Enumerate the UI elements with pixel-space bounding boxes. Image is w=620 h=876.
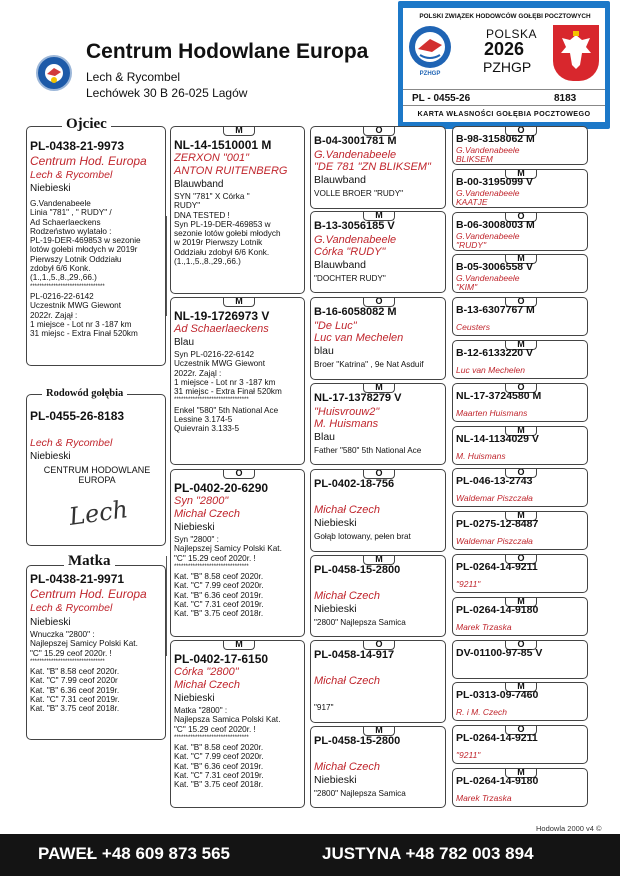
mother-owner: Lech & Rycombel: [30, 602, 113, 614]
pigeon-name: Waldemar Piszczała: [456, 493, 533, 503]
note-line: Syn PL-19-DER-469853 w: [174, 219, 271, 229]
gen4-pedigree-box: [452, 254, 588, 293]
note-line: Kat. "C" 7.99 ceof 2020r.: [174, 581, 264, 591]
pigeon-ring: PL-0402-20-6290: [174, 481, 269, 495]
sex-tag: M: [363, 555, 395, 565]
pigeon-name: M. Huismans: [456, 451, 506, 461]
pigeon-color: Blauwband: [314, 174, 366, 186]
pigeon-name: Maarten Huismans: [456, 408, 528, 418]
note-line: Enkel "580" 5th National Ace: [174, 405, 279, 415]
pigeon-owner: Michał Czech: [314, 504, 381, 516]
sex-tag: M: [505, 511, 537, 521]
pigeon-name: "KIM": [456, 282, 478, 292]
note-line: "C" 15.29 ceof 2020r. !: [174, 724, 256, 734]
footer-bar: [0, 834, 620, 876]
gen3-pedigree-box: [310, 640, 446, 723]
logo-icon: [36, 55, 72, 91]
pigeon-color: Blauwband: [314, 259, 366, 271]
sex-tag: O: [505, 212, 537, 222]
pigeon-ring: B-05-3006558 V: [456, 261, 534, 273]
pigeon-ring: PL-0264-14-9180: [456, 775, 539, 787]
sex-tag: O: [363, 126, 395, 136]
gen4-pedigree-box: [452, 597, 588, 636]
sex-tag: O: [505, 297, 537, 307]
pigeon-ring: B-04-3001781 M: [314, 135, 397, 147]
sex-tag: M: [363, 211, 395, 221]
pigeon-name: R. i M. Czech: [456, 707, 508, 717]
father-box: [26, 126, 166, 366]
pigeon-breeder: G.Vandenabeele: [456, 273, 520, 283]
note-line: DNA TESTED !: [174, 210, 230, 220]
gen2-pedigree-box: [170, 126, 305, 294]
subject-box: [26, 394, 166, 546]
pigeon-name: G.Vandenabeele: [314, 149, 397, 161]
pigeon-note: "2800" Najlepsza Samica: [314, 789, 406, 798]
sex-tag: M: [363, 383, 395, 393]
ownership-card: [398, 1, 610, 129]
sex-tag: O: [505, 468, 537, 478]
note-line: Najlepszej Samicy Polski Kat.: [174, 544, 282, 554]
pigeon-ring: B-12-6133220 V: [456, 347, 534, 359]
note-line: Syn PL-0216-22-6142: [174, 350, 255, 359]
sex-tag: O: [505, 554, 537, 564]
note-line: Kat. "B" 8.58 ceof 2020r.: [174, 572, 264, 582]
pigeon-ring: B-13-6307767 M: [456, 304, 535, 316]
pzhgp-logo: [408, 25, 452, 69]
pigeon-note: "2800" Najlepsza Samica: [314, 618, 406, 627]
subject-section-label: Rodowód gołębia: [42, 388, 127, 399]
gen4-pedigree-box: [452, 426, 588, 465]
gen4-pedigree-box: [452, 725, 588, 764]
sex-tag: M: [505, 768, 537, 778]
pigeon-ring: PL-0458-14-917: [314, 649, 395, 661]
pigeon-owner: Córka "RUDY": [314, 246, 386, 258]
note-line: Najlepsza Samica Polski Kat.: [174, 715, 281, 725]
sex-tag: O: [363, 640, 395, 650]
pigeon-ring: PL-0275-12-8487: [456, 518, 539, 530]
pigeon-owner: M. Huismans: [314, 418, 379, 430]
contact-pawel: PAWEŁ +48 609 873 565: [38, 844, 231, 863]
pigeon-name: Luc van Mechelen: [456, 365, 525, 375]
note-line: RUDY": [174, 201, 201, 211]
note-line: SYN "781" X Córka ": [174, 192, 250, 201]
pigeon-notes: [174, 350, 304, 434]
contact-justyna: JUSTYNA +48 782 003 894: [322, 844, 534, 863]
pigeon-color: Niebieski: [314, 517, 357, 529]
gen4-pedigree-box: [452, 297, 588, 336]
pigeon-note: "DOCHTER RUDY": [314, 274, 386, 283]
gen4-pedigree-box: [452, 554, 588, 593]
pigeon-ring: NL-14-1510001 M: [174, 138, 272, 152]
note-line: Lessine 3.174-5: [174, 415, 233, 425]
pigeon-name: Marek Trzaska: [456, 793, 512, 803]
pigeon-ring: NL-17-1378279 V: [314, 392, 402, 404]
mother-ring: PL-0438-21-9971: [30, 572, 125, 586]
sex-tag: O: [505, 640, 537, 650]
subject-owner: Lech & Rycombel: [30, 437, 113, 449]
note-line: w 2019r Pierwszy Lotnik: [174, 238, 263, 248]
pigeon-ring: NL-14-1134029 V: [456, 433, 539, 445]
father-name: Centrum Hod. Europa: [30, 154, 147, 168]
pigeon-breeder: G.Vandenabeele: [456, 231, 520, 241]
pigeon-owner: Ad Schaerlaeckens: [174, 323, 269, 335]
note-line: Kat. "B" 6.36 ceof 2019r.: [174, 590, 264, 600]
pigeon-name: Marek Trzaska: [456, 622, 512, 632]
gen3-pedigree-box: [310, 726, 446, 808]
pigeon-ring: PL-0458-15-2800: [314, 564, 401, 576]
pigeon-owner: Michał Czech: [174, 679, 241, 691]
pigeon-ring: NL-17-3724580 M: [456, 390, 542, 402]
sex-tag: M: [223, 126, 255, 136]
pigeon-color: Blauwband: [174, 179, 224, 190]
gen3-pedigree-box: [310, 555, 446, 637]
gen4-pedigree-box: [452, 768, 588, 807]
pigeon-notes: [174, 706, 304, 790]
pigeon-notes: [174, 192, 304, 266]
sex-tag: M: [505, 169, 537, 179]
pigeon-name: "De Luc": [314, 320, 357, 332]
pigeon-ring: PL-0264-14-9211: [456, 732, 538, 744]
note-line: Kat. "C" 7.31 ceof 2019r.: [174, 600, 264, 610]
pigeon-name: ZERXON "001": [174, 152, 250, 164]
gen4-pedigree-box: [452, 212, 588, 251]
sex-tag: O: [363, 469, 395, 479]
pigeon-ring: PL-0458-15-2800: [314, 735, 401, 747]
gen4-pedigree-box: [452, 169, 588, 208]
gen2-pedigree-box: [170, 297, 305, 465]
pigeon-color: Niebieski: [314, 774, 357, 786]
note-line: Kat. "C" 7.31 ceof 2019r.: [174, 771, 264, 781]
sex-tag: M: [505, 340, 537, 350]
note-line: Uczestnik MWG Giewont: [174, 359, 265, 369]
note-line: ********************************: [174, 563, 249, 570]
note-line: Matka "2800" :: [174, 706, 228, 715]
pigeon-owner: Michał Czech: [314, 675, 381, 687]
pigeon-name: "9211": [456, 579, 481, 589]
gen4-pedigree-box: [452, 340, 588, 379]
pzhgp-logo-text: PZHGP: [419, 71, 441, 77]
gen4-pedigree-box: [452, 682, 588, 721]
note-line: Syn "2800" :: [174, 535, 219, 544]
pigeon-color: Blau: [174, 337, 195, 348]
address-line-1: Lech & Rycombel: [86, 70, 181, 84]
pigeon-ring: PL-0402-17-6150: [174, 652, 269, 666]
pigeon-ring: B-00-3195099 V: [456, 176, 534, 188]
pigeon-color: Niebieski: [174, 522, 215, 533]
sex-tag: M: [363, 726, 395, 736]
note-line: "C" 15.29 ceof 2020r. !: [174, 553, 256, 563]
address-line-2: Lechówek 30 B 26-025 Lagów: [86, 86, 248, 100]
card-caption: KARTA WŁASNOŚCI GOŁĘBIA POCZTOWEGO: [417, 109, 591, 118]
pigeon-breeder: G.Vandenabeele: [456, 188, 520, 198]
note-line: 2022r. Zająl :: [174, 368, 222, 378]
subject-ring: PL-0455-26-8183: [30, 409, 125, 423]
software-version: Hodowla 2000 v4 ©: [536, 824, 602, 833]
mother-box: [26, 565, 166, 740]
pigeon-note: Father "580" 5th National Ace: [314, 446, 422, 455]
pigeon-color: Blau: [314, 431, 336, 443]
pigeon-name: "9211": [456, 750, 481, 760]
pigeon-name: Waldemar Piszczała: [456, 536, 533, 546]
pigeon-ring: PL-0313-09-7460: [456, 689, 539, 701]
note-line: 31 miejsc - Extra Finał 520km: [174, 387, 282, 397]
note-line: Kat. "B" 3.75 ceof 2018r.: [174, 780, 264, 790]
sex-tag: O: [505, 383, 537, 393]
card-abbr: PZHGP: [483, 59, 532, 75]
father-owner: Lech & Rycombel: [30, 169, 113, 181]
note-line: (1.,1.,5.,8.,29.,66.): [174, 257, 241, 267]
gen3-pedigree-box: [310, 126, 446, 209]
note-line: Oddziału zdobył 6/6 Konk.: [174, 247, 270, 257]
gen3-pedigree-box: [310, 211, 446, 293]
pigeon-name: BLIKSEM: [456, 154, 493, 164]
mother-notes: Wnuczka "2800" : Najlepszej Samicy Polski Kat. "C" 15.29 ceof 2020r. ! ******************************** Kat. "B" 8.58 ceof 2020r. Kat. "C" 7.99 ceof 2020r Kat. "B" 6.36 ceof 2019r. Kat. "C" 7.31 ceof 2019r. Kat. "B" 3.75 ceof 2018r.: [30, 630, 138, 714]
pigeon-color: Niebieski: [314, 603, 357, 615]
card-number: 8183: [554, 93, 577, 104]
card-country: POLSKA: [486, 27, 538, 41]
pigeon-name: KAATJE: [456, 197, 488, 207]
gen4-pedigree-box: [452, 126, 588, 165]
subject-color: Niebieski: [30, 451, 71, 462]
gen4-pedigree-box: [452, 468, 588, 507]
pigeon-notes: [174, 535, 304, 619]
pigeon-owner: ANTON RUITENBERG: [174, 165, 288, 177]
breeder-signature: Lech: [67, 495, 130, 531]
pigeon-name: Ceusters: [456, 322, 491, 332]
pigeon-note: Gołąb lotowany, pełen brat: [314, 532, 411, 541]
father-notes: G.Vandenabeele Linia "781" , " RUDY" / Ad Schaerlaeckens Rodzeństwo wylatało : PL-19-DER-469853 w sezonie lotów gołebi młodych w 2019r Pierwszy Lotnik Oddziału zdobył 6/6 Konk. (1.,1.,5.,8.,29.,66.) ******************************** PL-0216-22-6142 Uczestnik MWG Giewont 2022r. Zajął : 1 miejsce - Lot nr 3 -187 km 31 miejsc - Extra Finał 520km: [30, 199, 141, 339]
note-line: Kat. "C" 7.99 ceof 2020r.: [174, 752, 264, 762]
sex-tag: O: [505, 126, 537, 136]
father-color: Niebieski: [30, 183, 71, 194]
note-line: Kat. "B" 6.36 ceof 2019r.: [174, 761, 264, 771]
pigeon-ring: B-98-3158062 M: [456, 133, 535, 145]
pigeon-note: "917": [314, 703, 334, 712]
pigeon-ring: PL-0402-18-756: [314, 478, 395, 490]
mother-section-label: Matka: [64, 553, 115, 570]
pigeon-name: Syn "2800": [174, 495, 229, 507]
sex-tag: M: [505, 254, 537, 264]
gen3-pedigree-box: [310, 383, 446, 465]
mother-name: Centrum Hod. Europa: [30, 587, 147, 601]
note-line: sezonie lotów gołebi młodych: [174, 229, 281, 239]
sex-tag: M: [223, 640, 255, 650]
card-org: POLSKI ZWIĄZEK HODOWCÓW GOŁĘBI POCZTOWYCH: [419, 13, 591, 20]
gen3-pedigree-box: [310, 469, 446, 552]
pigeon-name: "Huisvrouw2": [314, 406, 380, 418]
pigeon-breeder: G.Vandenabeele: [456, 145, 520, 155]
page-title: Centrum Hodowlane Europa: [86, 40, 369, 63]
pigeon-owner: Michał Czech: [314, 761, 381, 773]
card-year: 2026: [484, 39, 525, 59]
sex-tag: O: [363, 297, 395, 307]
note-line: ********************************: [174, 397, 249, 404]
pigeon-owner: Michał Czech: [174, 508, 241, 520]
gen2-pedigree-box: [170, 640, 305, 808]
note-line: Kat. "B" 8.58 ceof 2020r.: [174, 743, 264, 753]
pigeon-ring: B-06-3008003 M: [456, 219, 535, 231]
pigeon-ring: PL-0264-14-9211: [456, 561, 538, 573]
gen2-pedigree-box: [170, 469, 305, 637]
pigeon-ring: PL-0264-14-9180: [456, 604, 539, 616]
pigeon-owner: Michał Czech: [314, 590, 381, 602]
note-line: Kat. "B" 3.75 ceof 2018r.: [174, 609, 264, 619]
pigeon-ring: DV-01100-97-85 V: [456, 647, 543, 659]
sex-tag: M: [223, 297, 255, 307]
polish-eagle-icon: [553, 25, 599, 81]
pigeon-name: G.Vandenabeele: [314, 234, 397, 246]
pigeon-ring: PL-046-13-2743: [456, 475, 533, 487]
note-line: ********************************: [174, 734, 249, 741]
father-ring: PL-0438-21-9973: [30, 139, 125, 153]
pigeon-ring: B-16-6058082 M: [314, 306, 397, 318]
gen4-pedigree-box: [452, 511, 588, 550]
pigeon-color: blau: [314, 345, 334, 357]
gen4-pedigree-box: [452, 640, 588, 679]
pigeon-ring: NL-19-1726973 V: [174, 309, 270, 323]
pigeon-owner: "DE 781 "ZN BLIKSEM": [314, 161, 431, 173]
note-line: Quievrain 3.133-5: [174, 424, 240, 434]
sex-tag: M: [505, 426, 537, 436]
pigeon-note: Broer "Katrina" , 9e Nat Asduif: [314, 360, 424, 369]
subject-breeder: CENTRUM HODOWLANE EUROPA: [43, 465, 151, 485]
pigeon-ring: B-13-3056185 V: [314, 220, 395, 232]
sex-tag: M: [505, 682, 537, 692]
pigeon-owner: Luc van Mechelen: [314, 332, 404, 344]
gen4-pedigree-box: [452, 383, 588, 422]
pigeon-name: Córka "2800": [174, 666, 239, 678]
sex-tag: M: [505, 597, 537, 607]
pigeon-name: "RUDY": [456, 240, 487, 250]
card-ring: PL - 0455-26: [412, 93, 471, 104]
pigeon-color: Niebieski: [174, 693, 215, 704]
sex-tag: O: [505, 725, 537, 735]
sex-tag: O: [223, 469, 255, 479]
gen3-pedigree-box: [310, 297, 446, 380]
father-section-label: Ojciec: [62, 116, 111, 133]
pigeon-note: VOLLE BROER "RUDY": [314, 189, 404, 198]
note-line: 1 miejsce - Lot nr 3 -187 km: [174, 377, 276, 387]
mother-color: Niebieski: [30, 617, 71, 628]
